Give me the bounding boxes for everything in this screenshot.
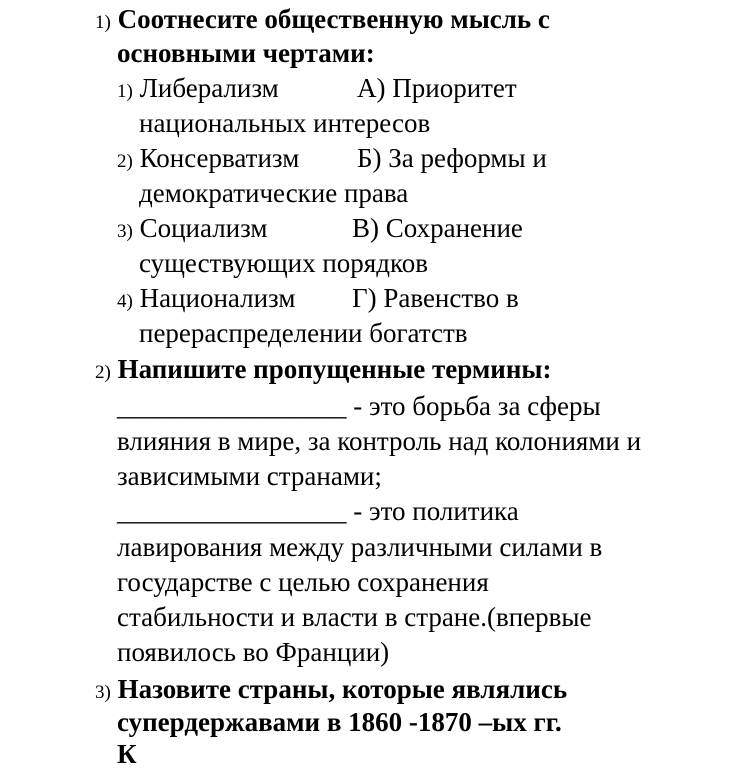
q1-item-4-answer: Г) Равенство в	[352, 283, 519, 313]
q1-item-3-term: Социализм	[139, 213, 268, 243]
q1-number: 1)	[95, 12, 111, 33]
q1-item-2-line2: демократические права	[139, 178, 409, 208]
q2-def2-blank: _________________	[117, 496, 347, 526]
q1-item-1-line2: национальных интересов	[139, 108, 431, 138]
q2-def2-line1	[117, 494, 519, 529]
q2-def2-line3: государстве с целью сохранения	[117, 567, 489, 597]
q1-item-1-term: Либерализм	[139, 73, 279, 103]
q2-def2-line4: стабильности и власти в стране.(впервые	[117, 602, 592, 632]
q3-title-text: Назовите страны, которые являлись	[117, 674, 568, 704]
q1-title-text: Соотнесите общественную мысль с	[117, 4, 550, 34]
q1-title-line1	[95, 2, 550, 40]
q2-def1-text: - это борьба за сферы	[346, 391, 601, 421]
q1-item-2	[117, 141, 299, 179]
q2-def1-blank: _________________	[117, 391, 347, 421]
q2-def2-line5: появилось во Франции)	[117, 637, 390, 667]
q1-item-4	[117, 281, 295, 319]
q1-item-4-term: Национализм	[139, 283, 296, 313]
q1-item-1-answer: А) Приоритет	[357, 73, 517, 103]
q1-item-3-number: 3)	[117, 221, 133, 242]
q1-item-3-line2: существующих порядков	[139, 248, 428, 278]
q2-def1-line3: зависимыми странами;	[117, 461, 382, 491]
q2-def2-line2: лавирования между различными силами в	[117, 532, 603, 562]
q1-item-1-number: 1)	[117, 81, 133, 102]
q3-number: 3)	[95, 682, 111, 703]
q1-title-line2: основными чертами:	[117, 38, 375, 68]
q2-def2-text: - это политика	[346, 496, 519, 526]
q1-item-2-number: 2)	[117, 151, 133, 172]
q2-number: 2)	[95, 362, 111, 383]
q1-item-1	[117, 71, 279, 109]
q3-title-line2: супердержавами в 1860 -1870 –ых гг.	[117, 707, 562, 737]
q2-def1-line2: влияния в мире, за контроль над колониями и	[117, 426, 642, 456]
q2-title-text: Напишите пропущенные термины:	[117, 354, 552, 384]
q1-item-3	[117, 211, 268, 249]
q1-item-2-term: Консерватизм	[139, 143, 300, 173]
q3-cut-next-line: К	[117, 739, 137, 769]
q2-def1-line1	[117, 389, 601, 424]
q1-item-3-answer: В) Сохранение	[352, 213, 523, 243]
q1-item-4-line2: перераспределении богатств	[139, 318, 468, 348]
q1-item-4-number: 4)	[117, 291, 133, 312]
q1-item-2-answer: Б) За реформы и	[357, 143, 547, 173]
q2-title	[95, 352, 551, 390]
